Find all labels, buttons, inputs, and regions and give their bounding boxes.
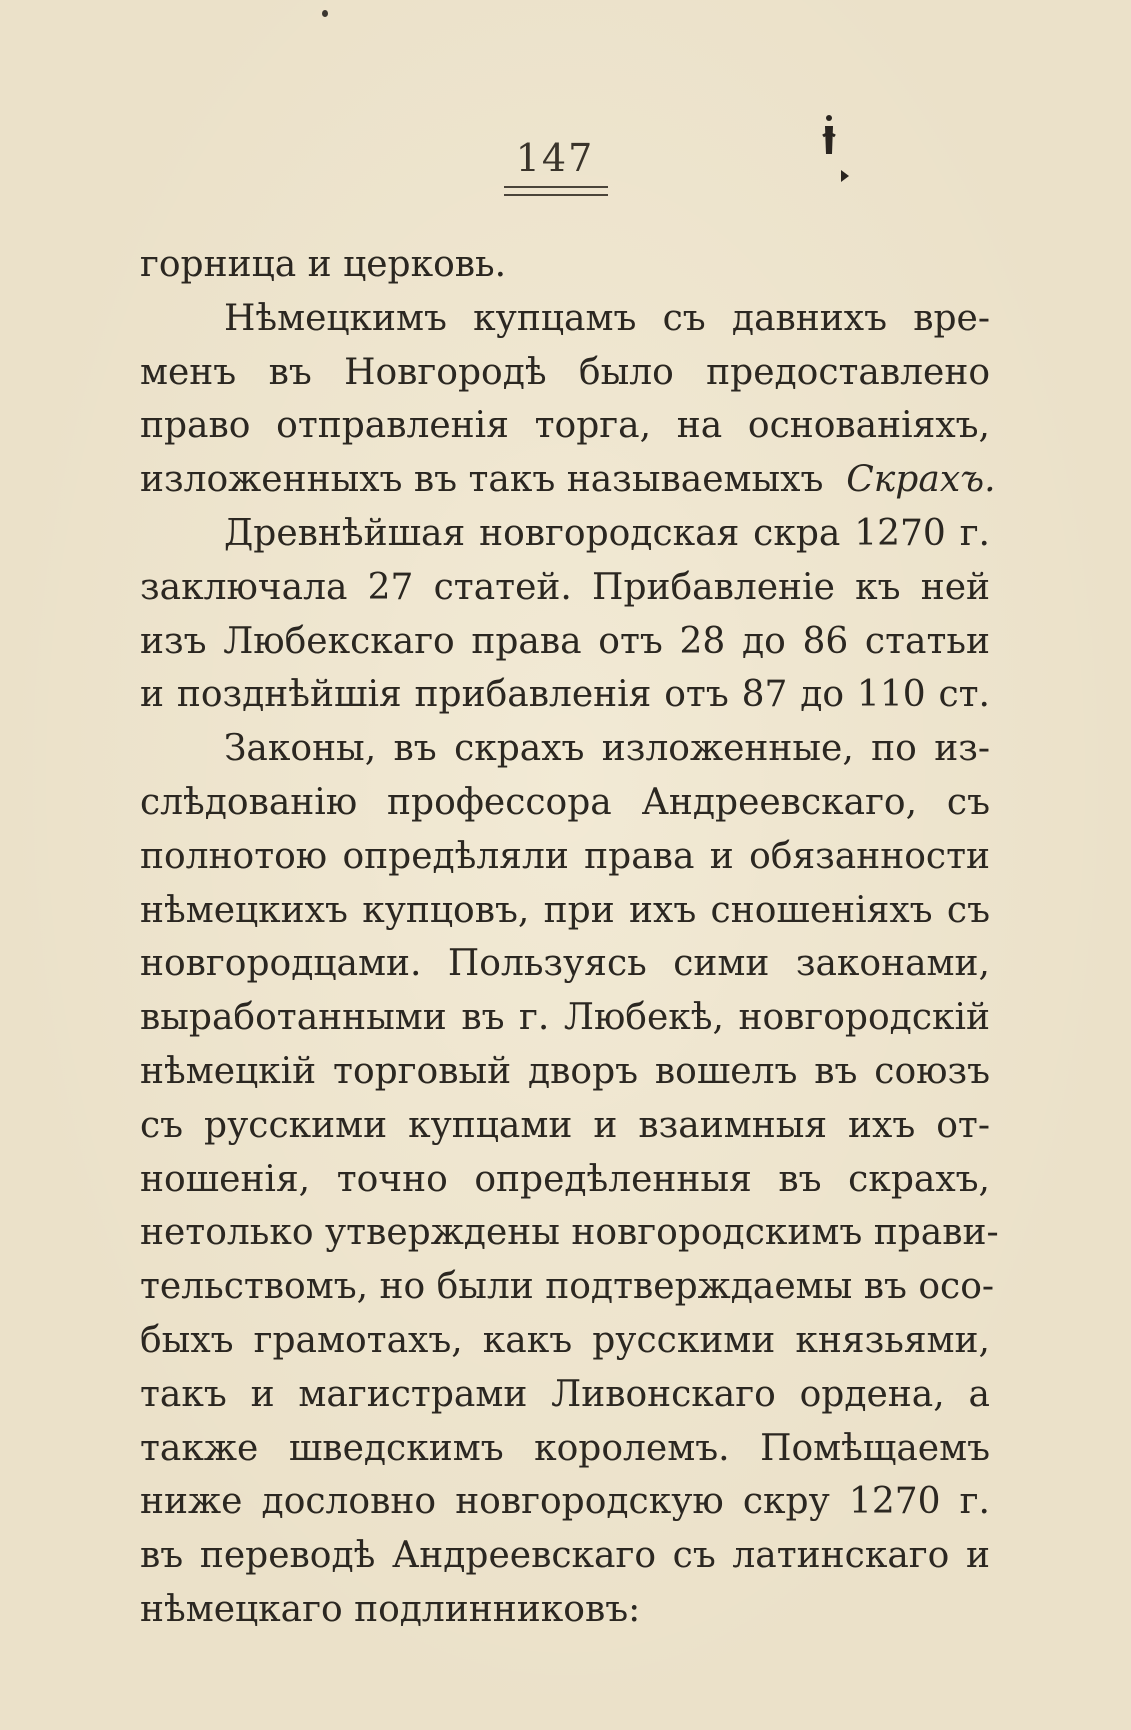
text-line: Законы, въ скрахъ изложенные, по из- [224,728,990,770]
text-line: ношенія, точно опредѣленныя въ скрахъ, [140,1158,990,1200]
text-line: менъ въ Новгородѣ было предоставлено [140,351,990,393]
text-line: заключала 27 статей. Прибавленіе къ ней [140,566,990,608]
emphasized-word: Скрахъ. [846,459,996,501]
text-line: нѣмецкій торговый дворъ вошелъ въ союзъ [140,1050,990,1092]
page-number-double-rule [504,186,608,196]
text-line: горница и церковь. [140,244,507,285]
text-line: полнотою опредѣляли права и обязанности [140,835,990,877]
text-line: нетолько утверждены новгородскимъ прави- [140,1212,999,1254]
text-line: изъ Любекскаго права отъ 28 до 86 статьи [140,620,990,662]
text-line: также шведскимъ королемъ. Помѣщаемъ [140,1427,990,1469]
text-line: нѣмецкаго подлинниковъ: [140,1588,641,1630]
ink-blot-mark-icon [815,110,855,200]
text-line: въ переводѣ Андреевскаго съ латинскаго и [140,1535,990,1577]
body-text [140,238,999,1637]
text-line: ниже дословно новгородскую скру 1270 г. [140,1481,990,1523]
text-line: и позднѣйшія прибавленія отъ 87 до 110 ст. [140,674,990,716]
text-line: выработанными въ г. Любекѣ, новгородскій [140,997,990,1039]
text-line: право отправленія торга, на основаніяхъ, [140,405,990,447]
text-line: Нѣмецкимъ купцамъ съ давнихъ вре- [224,297,990,339]
text-line [140,453,996,507]
text-line: нѣмецкихъ купцовъ, при ихъ сношеніяхъ съ [140,889,990,931]
text-line: новгородцами. Пользуясь сими законами, [140,943,990,985]
text-line-part: изложенныхъ въ такъ называемыхъ [140,459,824,501]
text-line: быхъ грамотахъ, какъ русскими князьями, [140,1319,990,1361]
text-line: такъ и магистрами Ливонскаго ордена, а [140,1373,990,1415]
text-line: съ русскими купцами и взаимныя ихъ от- [140,1104,990,1146]
text-line: тельствомъ, но были подтверждаемы въ осо- [140,1266,995,1308]
text-line: слѣдованію профессора Андреевскаго, съ [140,781,990,823]
text-line: Древнѣйшая новгородская скра 1270 г. [224,512,990,554]
page-number: 147 [515,136,595,180]
ink-speck [322,10,328,17]
